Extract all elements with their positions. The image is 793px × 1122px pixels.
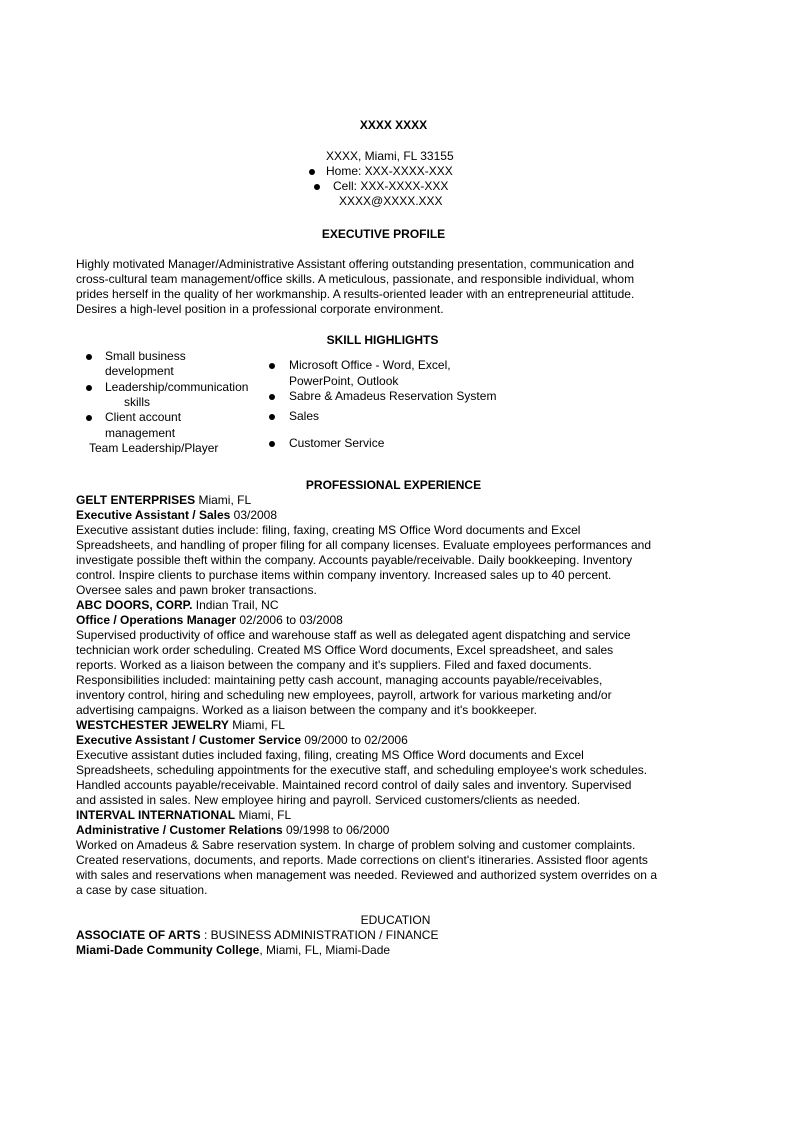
job-dates: 03/2008: [230, 508, 278, 522]
cell-phone: Cell: XXX-XXXX-XXX: [333, 179, 449, 193]
job-description-line: investigate possible theft within the company. Accounts payable/receivable. Daily bookkeeping. Inventory: [76, 553, 633, 567]
job-location: Miami, FL: [228, 718, 285, 732]
skill-item: Customer Service: [289, 436, 385, 450]
school-line: [76, 943, 716, 958]
degree-line: [76, 928, 716, 943]
job-description-line: reports. Worked as a liaison between the company and it's suppliers. Filed and faxed documents.: [76, 658, 592, 672]
skill-item: Microsoft Office - Word, Excel,: [289, 358, 451, 372]
job-description-line: Handled accounts payable/receivable. Maintained record control of daily sales and inventory. Supervised: [76, 778, 632, 792]
candidate-name: XXXX XXXX: [359, 118, 428, 132]
address-line: XXXX, Miami, FL 33155: [326, 149, 454, 163]
profile-line: prides herself in the quality of her workmanship. A results-oriented leader with an entrepreneurial attitude.: [76, 287, 635, 301]
degree-detail: : BUSINESS ADMINISTRATION / FINANCE: [200, 928, 439, 942]
skill-item: Leadership/communication: [105, 380, 249, 394]
profile-line: Desires a high-level position in a professional corporate environment.: [76, 302, 444, 316]
school-name: Miami-Dade Community College: [76, 943, 260, 957]
job-description-line: a case by case situation.: [76, 883, 208, 897]
degree-name: ASSOCIATE OF ARTS: [76, 928, 201, 942]
job-title: Administrative / Customer Relations: [76, 823, 283, 837]
skill-item: Sales: [289, 409, 320, 423]
skill-item: PowerPoint, Outlook: [289, 374, 399, 388]
bullet-icon: [86, 415, 92, 421]
job-title: Executive Assistant / Customer Service: [76, 733, 301, 747]
profile-heading: EXECUTIVE PROFILE: [321, 227, 446, 241]
education-heading: EDUCATION: [360, 913, 431, 927]
job-description-line: Executive assistant duties include: filing, faxing, creating MS Office Word documents and Excel: [76, 523, 581, 537]
job-description-line: Worked on Amadeus & Sabre reservation system. In charge of problem solving and customer complaints.: [76, 838, 636, 852]
bullet-icon: [86, 385, 92, 391]
job-title-line: [76, 823, 716, 838]
skill-item: Client account: [105, 410, 182, 424]
profile-paragraph: [76, 257, 716, 317]
job-description-line: Created reservations, documents, and reports. Made corrections on client's itineraries. Assisted floor agents: [76, 853, 648, 867]
skill-item: development: [105, 364, 174, 378]
job-description-line: control. Inspire clients to purchase items within company inventory. Increased sales up to 40 percent.: [76, 568, 612, 582]
job-location: Indian Trail, NC: [192, 598, 279, 612]
job-description-line: Responsibilities included: maintaining petty cash account, managing accounts payable/receivables,: [76, 673, 603, 687]
skill-item: Sabre & Amadeus Reservation System: [289, 389, 497, 403]
profile-line: cross-cultural team management/office skills. A meticulous, passionate, and responsible individual, whom: [76, 272, 635, 286]
skill-item: skills: [124, 395, 150, 409]
job-description-line: Oversee sales and pawn broker transactions.: [76, 583, 317, 597]
job-description-line: Executive assistant duties included faxing, filing, creating MS Office Word documents and Excel: [76, 748, 584, 762]
bullet-icon: [269, 394, 275, 400]
job-location: Miami, FL: [195, 493, 252, 507]
bullet-icon: [314, 184, 320, 190]
job-company: ABC DOORS, CORP.: [76, 598, 193, 612]
job-description-line: Supervised productivity of office and warehouse staff as well as delegated agent dispatching and service: [76, 628, 631, 642]
bullet-icon: [309, 169, 315, 175]
bullet-icon: [269, 414, 275, 420]
profile-line: Highly motivated Manager/Administrative Assistant offering outstanding presentation, communication and: [76, 257, 635, 271]
job-company: INTERVAL INTERNATIONAL: [76, 808, 236, 822]
job-title-line: [76, 508, 716, 523]
bullet-icon: [86, 354, 92, 360]
job-location: Miami, FL: [235, 808, 292, 822]
job-description-line: advertising campaigns. Worked as a liaison between the company and it's bookkeeper.: [76, 703, 538, 717]
job-dates: 09/2000 to 02/2006: [301, 733, 408, 747]
job-company-line: [76, 718, 716, 733]
skill-item: management: [105, 426, 176, 440]
job-title: Office / Operations Manager: [76, 613, 237, 627]
skill-item: Team Leadership/Player: [89, 441, 219, 455]
job-company-line: [76, 808, 716, 823]
job-description-line: with sales and reservations when management was needed. Reviewed and authorized system overrides on a: [76, 868, 657, 882]
job-title-line: [76, 613, 716, 628]
school-detail: , Miami, FL, Miami-Dade: [259, 943, 391, 957]
job-dates: 09/1998 to 06/2000: [282, 823, 390, 837]
job-description-line: technician work order scheduling. Created MS Office Word documents, Excel spreadsheet, and sales: [76, 643, 614, 657]
experience-heading: PROFESSIONAL EXPERIENCE: [305, 478, 482, 492]
job-dates: 02/2006 to 03/2008: [236, 613, 343, 627]
job-title-line: [76, 733, 716, 748]
experience-section: [76, 493, 716, 898]
job-description-line: inventory control, hiring and scheduling new employees, payroll, artwork for various marketing and/or: [76, 688, 612, 702]
job-description-line: Spreadsheets, scheduling appointments for the executive staff, and scheduling employee's work schedules.: [76, 763, 648, 777]
education-section: [76, 928, 716, 958]
job-company: WESTCHESTER JEWELRY: [76, 718, 229, 732]
job-company: GELT ENTERPRISES: [76, 493, 196, 507]
home-phone: Home: XXX-XXXX-XXX: [326, 164, 453, 178]
bullet-icon: [269, 441, 275, 447]
skills-heading: SKILL HIGHLIGHTS: [326, 333, 439, 347]
job-description-line: and assisted in sales. New employee hiring and payroll. Serviced customers/clients as needed.: [76, 793, 581, 807]
email-address: XXXX@XXXX.XXX: [339, 194, 443, 208]
skill-item: Small business: [105, 349, 186, 363]
job-company-line: [76, 493, 716, 508]
job-description-line: Spreadsheets, and handling of proper filing for all company licenses. Evaluate employees performances and: [76, 538, 652, 552]
job-title: Executive Assistant / Sales: [76, 508, 231, 522]
job-company-line: [76, 598, 716, 613]
bullet-icon: [269, 363, 275, 369]
